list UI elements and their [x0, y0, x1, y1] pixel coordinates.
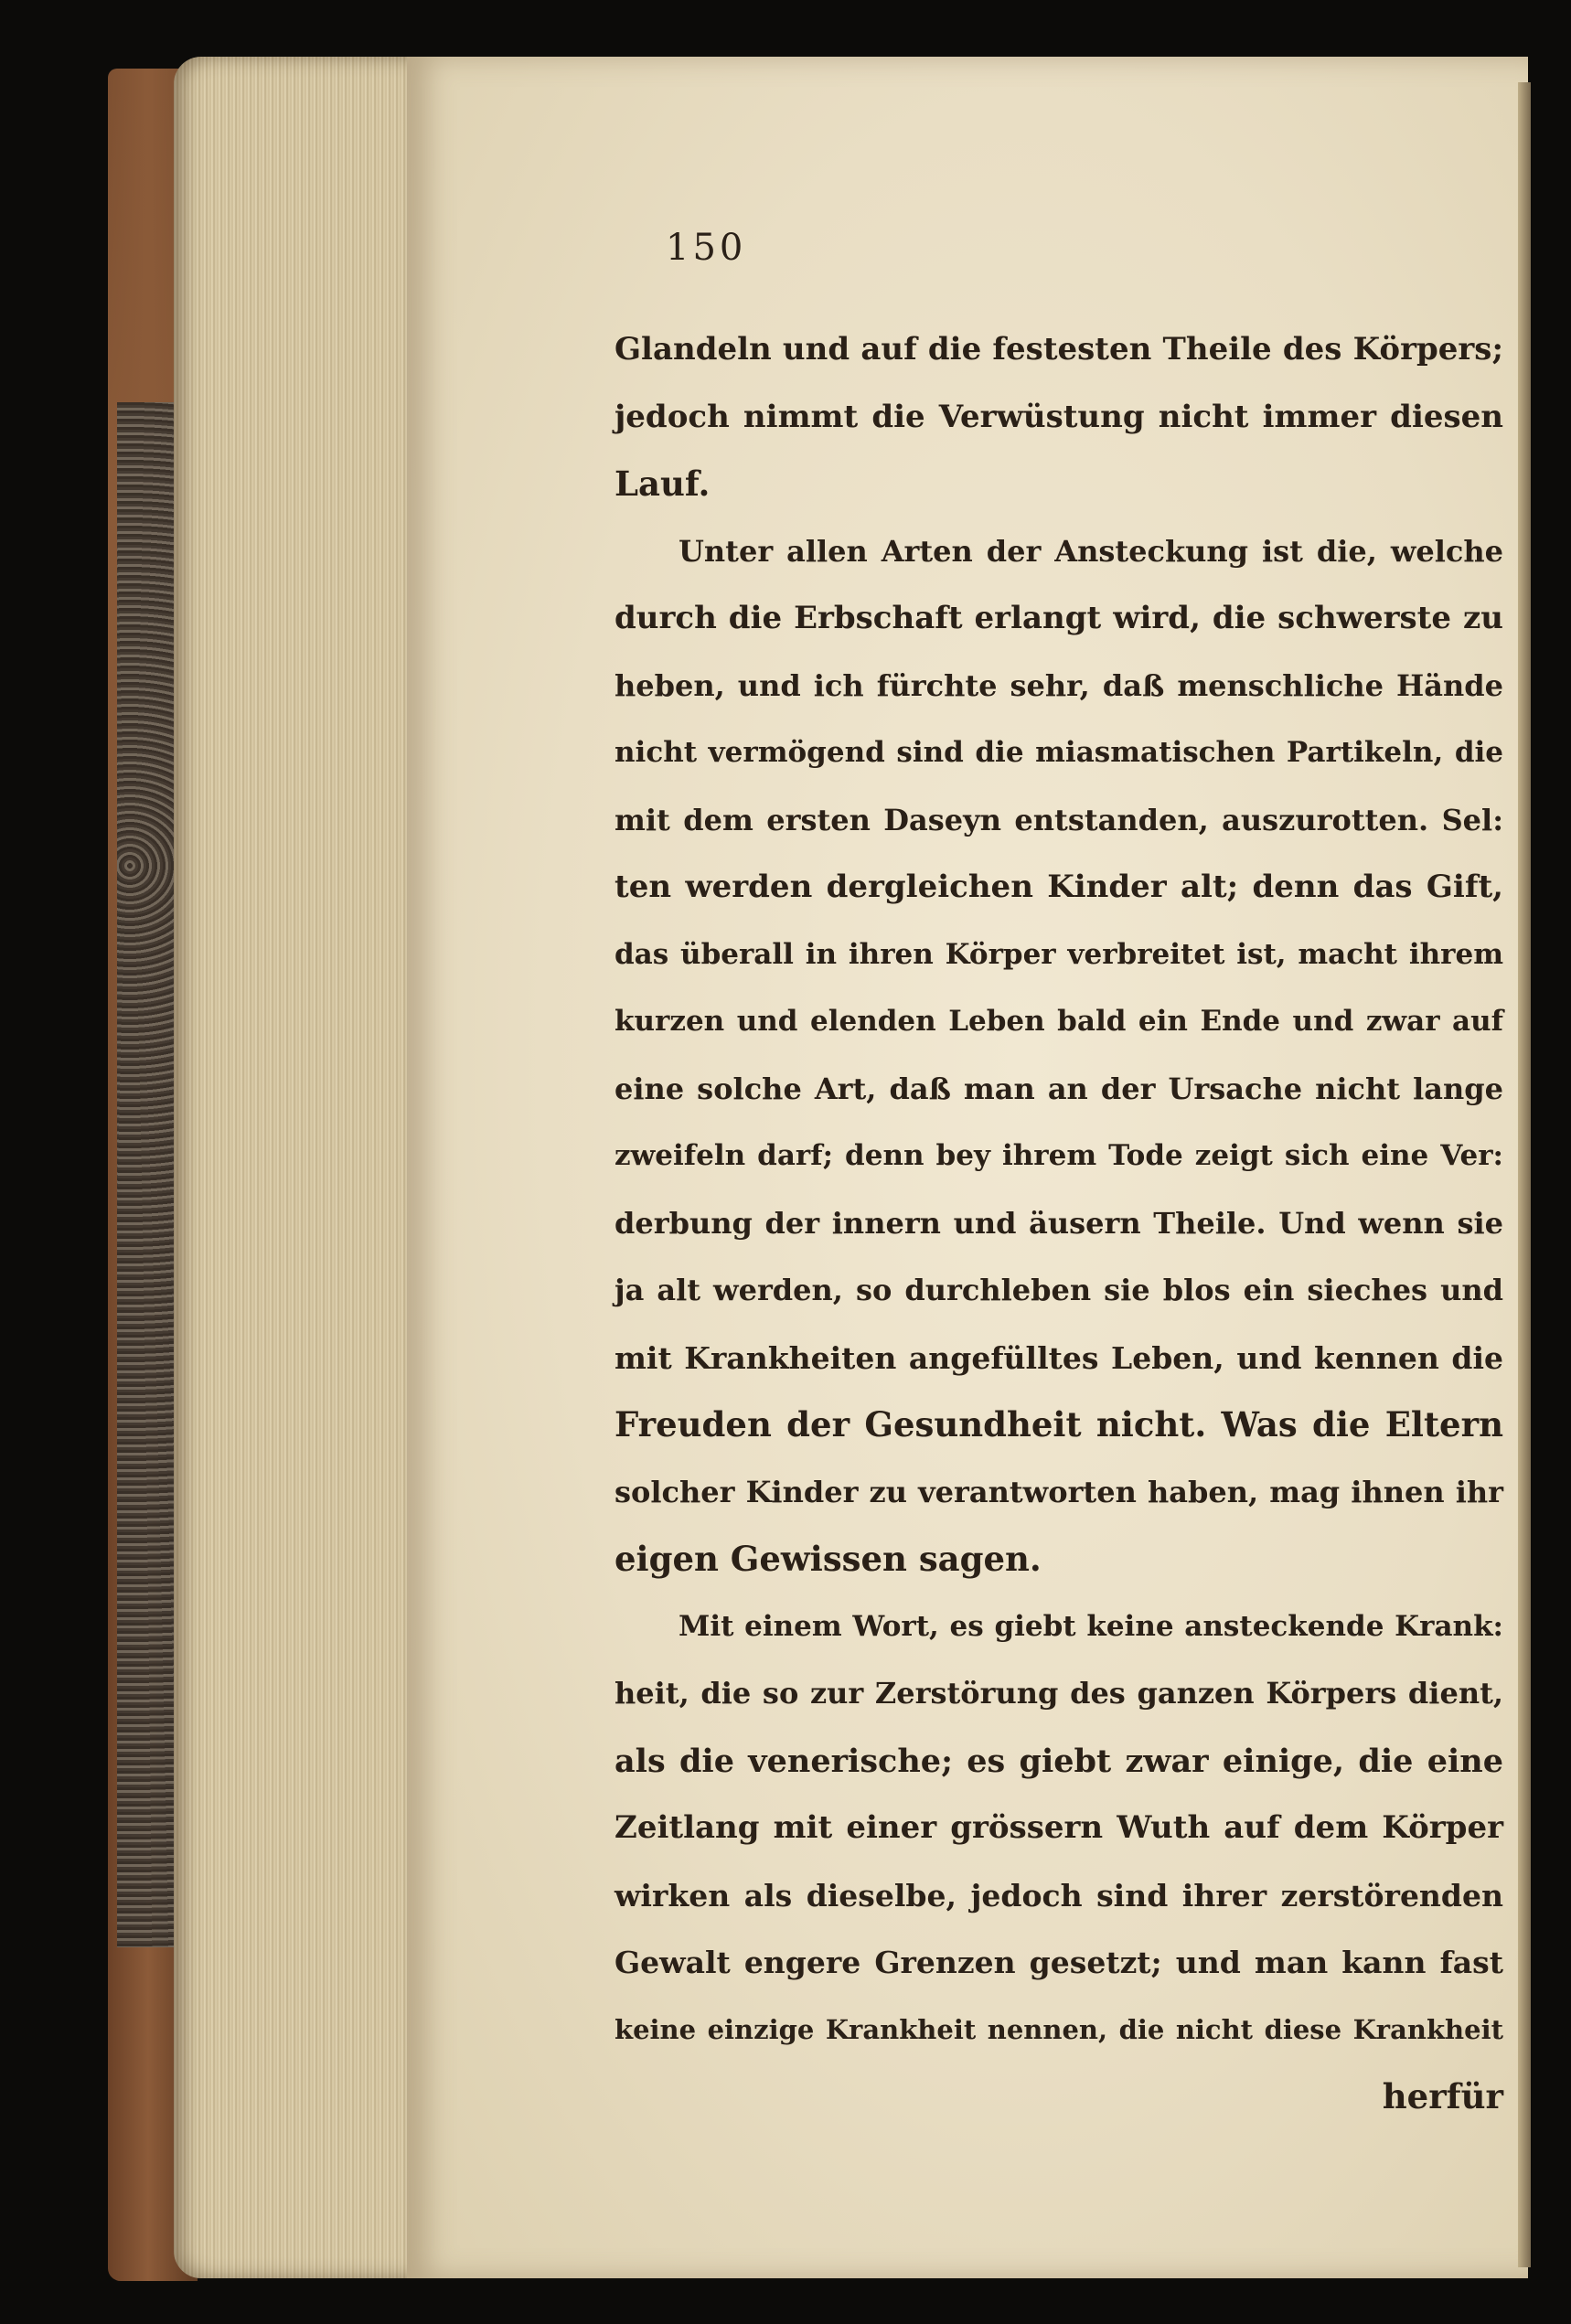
text-line: Freuden der Gesundheit nicht. Was die Eltern	[615, 1404, 1503, 1445]
page-number: 150	[666, 227, 747, 269]
text-line: durch die Erbschaft erlangt wird, die schwerste zu	[615, 600, 1503, 636]
catchword: herfür	[1382, 2076, 1503, 2116]
text-line: keine einzige Krankheit nennen, die nicht diese Krankheit	[615, 2013, 1503, 2045]
text-line: Gewalt engere Grenzen gesetzt; und man kann fast	[615, 1945, 1503, 1980]
text-line: nicht vermögend sind die miasmatischen Partikeln, die	[615, 736, 1503, 769]
text-line: Zeitlang mit einer grössern Wuth auf dem Körper	[615, 1809, 1503, 1846]
page-edges	[174, 57, 413, 2278]
text-line: wirken als dieselbe, jedoch sind ihrer zerstörenden	[615, 1877, 1503, 1914]
text-line: solcher Kinder zu verantworten haben, mag ihnen ihr	[615, 1474, 1503, 1509]
text-line: kurzen und elenden Leben bald ein Ende und zwar auf	[615, 1005, 1503, 1038]
text-line: das überall in ihren Körper verbreitet ist, macht ihrem	[615, 937, 1503, 971]
text-line: als die venerische; es giebt zwar einige, die eine	[615, 1742, 1503, 1780]
text-line: derbung der innern und äusern Theile. Und wenn sie	[615, 1205, 1503, 1241]
text-line: ja alt werden, so durchleben sie blos ein sieches und	[615, 1273, 1503, 1307]
text-line: jedoch nimmt die Verwüstung nicht immer diesen	[615, 398, 1503, 435]
text-line: Unter allen Arten der Ansteckung ist die, welche	[679, 533, 1503, 569]
text-line: heben, und ich fürchte sehr, daß menschliche Hände	[615, 667, 1503, 703]
text-line: Mit einem Wort, es giebt keine ansteckende Krank:	[679, 1609, 1503, 1643]
text-line: Glandeln und auf die festesten Theile des Körpers;	[615, 331, 1503, 368]
text-line: heit, die so zur Zerstörung des ganzen Körpers dient,	[615, 1676, 1503, 1711]
text-line: ten werden dergleichen Kinder alt; denn das Gift,	[615, 869, 1503, 905]
text-line: mit Krankheiten angefülltes Leben, und kennen die	[615, 1339, 1503, 1376]
text-line: eine solche Art, daß man an der Ursache nicht lange	[615, 1071, 1503, 1106]
page-gutter-edge	[1518, 82, 1531, 2267]
page-text	[615, 316, 1503, 2131]
text-line: mit dem ersten Daseyn entstanden, auszurotten. Sel:	[615, 802, 1503, 837]
text-line: eigen Gewissen sagen.	[615, 1539, 1042, 1579]
text-line: Lauf.	[615, 464, 711, 504]
text-line: zweifeln darf; denn bey ihrem Tode zeigt sich eine Ver:	[615, 1139, 1503, 1172]
marbled-endpaper	[117, 402, 181, 1947]
